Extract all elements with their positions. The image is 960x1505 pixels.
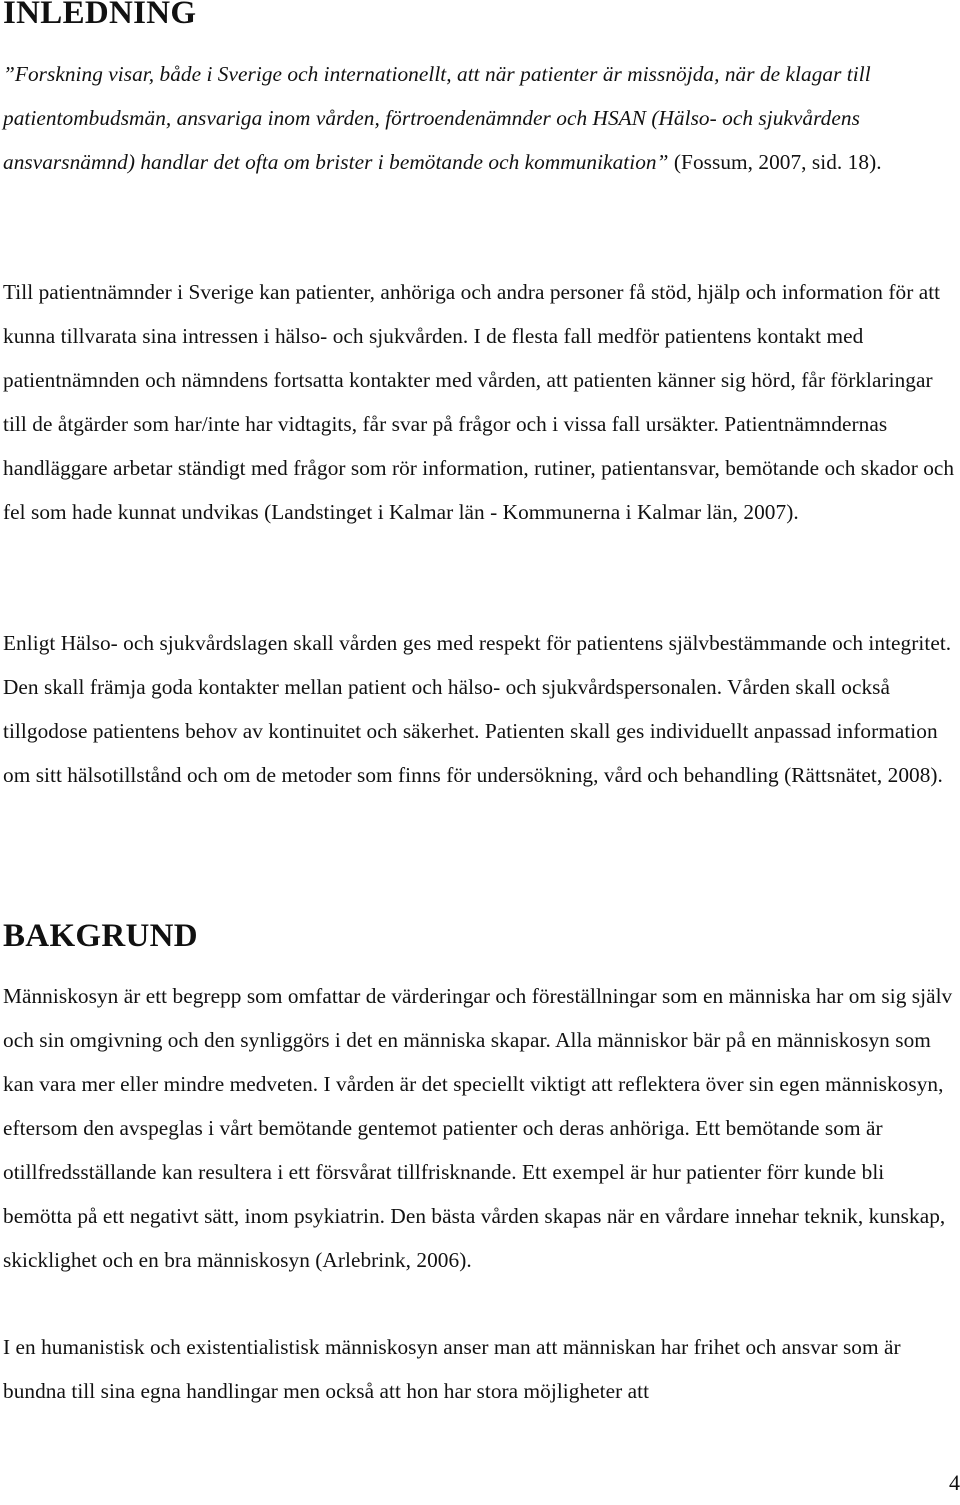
paragraph-humanistisk-manniskosyn: I en humanistisk och existentialistisk människosyn anser man att människan har frihet och ansvar som är bundna till sina egna handlingar men också att hon har stora möjligheter att: [3, 1335, 901, 1403]
quote-citation: (Fossum, 2007, sid. 18).: [668, 150, 882, 174]
paragraph-patientnamnder: Till patientnämnder i Sverige kan patienter, anhöriga och andra personer få stöd, hjälp och information för att kunna tillvarata sina intressen i hälso- och sjukvården. I de flesta fall medför patientens kontakt med patientnämnden och nämndens fortsatta kontakter med vården, att patienten känner sig hörd, får förklaringar till de åtgärder som har/inte har vidtagits, får svar på frågor och i vissa fall ursäkter. Patientnämndernas handläggare arbetar ständigt med frågor som rör information, rutiner, patientansvar, bemötande och skador och fel som hade kunnat undvikas (Landstinget i Kalmar län - Kommunerna i Kalmar län, 2007).: [3, 280, 955, 524]
quote-text: ”Forskning visar, både i Sverige och internationellt, att när patienter är missnöjda, när de klagar till patientombudsmän, ansvariga inom vården, förtroendenämnder och HSAN (Hälso- och sjukvårdens ansvarsnämnd) handlar det ofta om brister i bemötande och kommunikation”: [3, 62, 871, 174]
paragraph-manniskosyn: Människosyn är ett begrepp som omfattar de värderingar och föreställningar som en människa har om sig själv och sin omgivning och den synliggörs i det en människa skapar. Alla människor bär på en människosyn som kan vara mer eller mindre medveten. I vården är det speciellt viktigt att reflektera över sin egen människosyn, eftersom den avspeglas i vårt bemötande gentemot patienter och deras anhöriga. Ett bemötande som är otillfredsställande kan resultera i ett försvårat tillfrisknande. Ett exempel är hur patienter förr kunde bli bemötta på ett negativt sätt, inom psykiatrin. Den bästa vården skapas när en vårdare innehar teknik, kunskap, skicklighet och en bra människosyn (Arlebrink, 2006).: [3, 984, 953, 1272]
quote-paragraph: [3, 52, 957, 184]
paragraph-halso-och-sjukvardslagen: Enligt Hälso- och sjukvårdslagen skall vården ges med respekt för patientens självbestämmande och integritet. Den skall främja goda kontakter mellan patient och hälso- och sjukvårdspersonalen. Vården skall också tillgodose patientens behov av kontinuitet och säkerhet. Patienten skall ges individuellt anpassad information om sitt hälsotillstånd och om de metoder som finns för undersökning, vård och behandling (Rättsnätet, 2008).: [3, 631, 952, 787]
heading-bakgrund: BAKGRUND: [3, 918, 198, 954]
page-number: 4: [949, 1470, 960, 1495]
heading-inledning: INLEDNING: [3, 0, 197, 31]
